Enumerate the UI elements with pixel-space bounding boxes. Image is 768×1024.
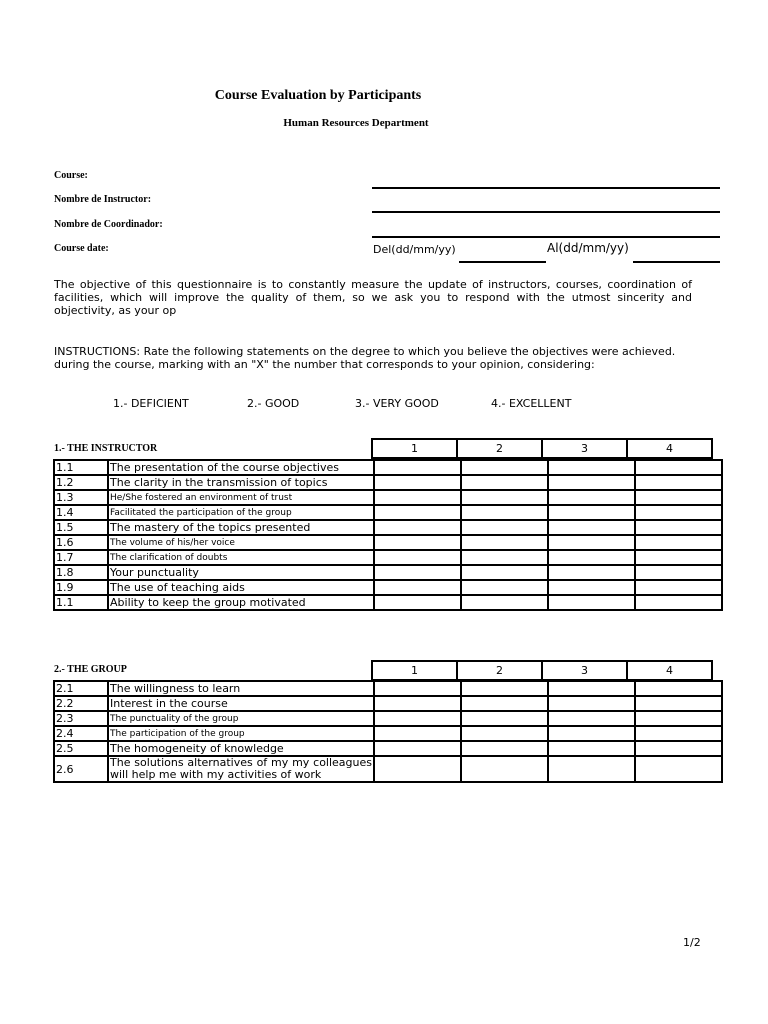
table-row xyxy=(54,756,722,782)
rating-cell-1[interactable] xyxy=(374,595,461,610)
scale-good: 2.- GOOD xyxy=(247,397,300,410)
section-group-table xyxy=(53,680,723,783)
row-statement: Your punctuality xyxy=(108,565,374,580)
rating-cell-1[interactable] xyxy=(374,535,461,550)
rating-cell-1[interactable] xyxy=(374,520,461,535)
row-number: 1.9 xyxy=(54,580,108,595)
column-header-1: 1 xyxy=(372,439,457,458)
rating-cell-3[interactable] xyxy=(548,741,635,756)
table-row xyxy=(54,550,722,565)
row-statement: The solutions alternatives of my my colleagues will help me with my activities of work xyxy=(110,756,372,781)
rating-cell-4[interactable] xyxy=(635,711,722,726)
rating-cell-1[interactable] xyxy=(374,505,461,520)
rating-cell-1[interactable] xyxy=(374,475,461,490)
column-header-3: 3 xyxy=(542,439,627,458)
instructions-paragraph: INSTRUCTIONS: Rate the following statements on the degree to which you believe the objectives were achieved. during the course, marking with an "X" the number that corresponds to your opinion, considering: xyxy=(54,345,676,371)
rating-cell-2[interactable] xyxy=(461,696,548,711)
rating-cell-1[interactable] xyxy=(374,681,461,696)
section-group-title: 2.- THE GROUP xyxy=(54,664,127,675)
rating-cell-2[interactable] xyxy=(461,741,548,756)
row-statement: The mastery of the topics presented xyxy=(108,520,374,535)
rating-cell-2[interactable] xyxy=(461,475,548,490)
rating-cell-4[interactable] xyxy=(635,520,722,535)
rating-cell-3[interactable] xyxy=(548,550,635,565)
rating-cell-1[interactable] xyxy=(374,696,461,711)
row-statement: Interest in the course xyxy=(108,696,374,711)
rating-cell-4[interactable] xyxy=(635,505,722,520)
row-number: 1.6 xyxy=(54,535,108,550)
section-instructor-title: 1.- THE INSTRUCTOR xyxy=(54,443,158,454)
table-row xyxy=(54,505,722,520)
rating-cell-2[interactable] xyxy=(461,520,548,535)
rating-cell-3[interactable] xyxy=(548,696,635,711)
rating-cell-3[interactable] xyxy=(548,681,635,696)
row-statement: The presentation of the course objectives xyxy=(108,460,374,475)
rating-cell-4[interactable] xyxy=(635,535,722,550)
row-statement: The homogeneity of knowledge xyxy=(108,741,374,756)
rating-cell-2[interactable] xyxy=(461,490,548,505)
row-statement: The clarification of doubts xyxy=(108,550,374,565)
row-number: 1.4 xyxy=(54,505,108,520)
table-row xyxy=(54,580,722,595)
course-label: Course: xyxy=(54,170,88,181)
row-number: 1.7 xyxy=(54,550,108,565)
row-number: 2.5 xyxy=(54,741,108,756)
scale-excellent: 4.- EXCELLENT xyxy=(491,397,572,410)
rating-cell-4[interactable] xyxy=(635,696,722,711)
rating-cell-3[interactable] xyxy=(548,490,635,505)
column-header-4: 4 xyxy=(627,439,712,458)
table-row xyxy=(54,475,722,490)
column-header-2: 2 xyxy=(457,439,542,458)
rating-cell-2[interactable] xyxy=(461,595,548,610)
rating-cell-2[interactable] xyxy=(461,756,548,782)
rating-cell-1[interactable] xyxy=(374,565,461,580)
instructor-label: Nombre de Instructor: xyxy=(54,194,152,205)
rating-cell-2[interactable] xyxy=(461,565,548,580)
row-statement: The use of teaching aids xyxy=(108,580,374,595)
objective-paragraph: The objective of this questionnaire is to constantly measure the update of instructors, courses, coordination of facilities, which will improve the quality of them, so we ask you to respond with the utmost sincerity and objectivity, as your op xyxy=(54,278,692,317)
rating-cell-1[interactable] xyxy=(374,580,461,595)
row-statement: The participation of the group xyxy=(108,726,374,741)
date-to-label: Al(dd/mm/yy) xyxy=(547,241,629,255)
rating-cell-3[interactable] xyxy=(548,580,635,595)
scale-very-good: 3.- VERY GOOD xyxy=(355,397,439,410)
column-header-1: 1 xyxy=(372,661,457,680)
rating-cell-1[interactable] xyxy=(374,726,461,741)
row-number: 1.1 xyxy=(54,595,108,610)
rating-cell-3[interactable] xyxy=(548,726,635,741)
rating-cell-3[interactable] xyxy=(548,565,635,580)
section-instructor-table xyxy=(53,459,723,611)
rating-cell-4[interactable] xyxy=(635,460,722,475)
column-header-2: 2 xyxy=(457,661,542,680)
rating-cell-2[interactable] xyxy=(461,460,548,475)
rating-cell-1[interactable] xyxy=(374,490,461,505)
course-field[interactable] xyxy=(372,187,720,189)
row-number: 1.8 xyxy=(54,565,108,580)
page-title: Course Evaluation by Participants xyxy=(214,88,422,103)
rating-cell-4[interactable] xyxy=(635,726,722,741)
rating-cell-3[interactable] xyxy=(548,520,635,535)
rating-cell-3[interactable] xyxy=(548,711,635,726)
table-row xyxy=(54,490,722,505)
rating-cell-3[interactable] xyxy=(548,595,635,610)
row-number: 1.3 xyxy=(54,490,108,505)
scale-deficient: 1.- DEFICIENT xyxy=(113,397,189,410)
row-statement: The punctuality of the group xyxy=(108,711,374,726)
section-instructor-header xyxy=(371,438,713,459)
rating-cell-4[interactable] xyxy=(635,756,722,782)
table-row xyxy=(54,681,722,696)
table-row xyxy=(54,535,722,550)
row-number: 2.1 xyxy=(54,681,108,696)
rating-cell-2[interactable] xyxy=(461,535,548,550)
rating-cell-2[interactable] xyxy=(461,580,548,595)
column-header-3: 3 xyxy=(542,661,627,680)
rating-cell-4[interactable] xyxy=(635,595,722,610)
rating-cell-2[interactable] xyxy=(461,681,548,696)
row-statement: Ability to keep the group motivated xyxy=(108,595,374,610)
row-number: 1.2 xyxy=(54,475,108,490)
column-header-4: 4 xyxy=(627,661,712,680)
date-to-field[interactable] xyxy=(633,261,720,263)
rating-cell-4[interactable] xyxy=(635,565,722,580)
row-number: 1.5 xyxy=(54,520,108,535)
rating-cell-4[interactable] xyxy=(635,580,722,595)
coordinator-label: Nombre de Coordinador: xyxy=(54,219,163,230)
row-number: 1.1 xyxy=(54,460,108,475)
instructor-field[interactable] xyxy=(372,211,720,213)
rating-cell-1[interactable] xyxy=(374,741,461,756)
table-row xyxy=(54,460,722,475)
table-row xyxy=(54,696,722,711)
rating-cell-2[interactable] xyxy=(461,550,548,565)
rating-cell-3[interactable] xyxy=(548,535,635,550)
page-subtitle: Human Resources Department xyxy=(283,117,429,129)
table-row xyxy=(54,726,722,741)
rating-cell-2[interactable] xyxy=(461,505,548,520)
row-number: 2.2 xyxy=(54,696,108,711)
course-date-label: Course date: xyxy=(54,243,109,254)
row-number: 2.4 xyxy=(54,726,108,741)
rating-cell-4[interactable] xyxy=(635,550,722,565)
table-row xyxy=(54,595,722,610)
rating-cell-1[interactable] xyxy=(374,460,461,475)
rating-cell-4[interactable] xyxy=(635,681,722,696)
rating-cell-1[interactable] xyxy=(374,756,461,782)
rating-cell-4[interactable] xyxy=(635,741,722,756)
rating-cell-2[interactable] xyxy=(461,726,548,741)
rating-cell-3[interactable] xyxy=(548,505,635,520)
table-row xyxy=(54,565,722,580)
date-from-field[interactable] xyxy=(459,261,546,263)
section-group-header xyxy=(371,660,713,681)
row-number: 2.3 xyxy=(54,711,108,726)
row-statement: The clarity in the transmission of topics xyxy=(108,475,374,490)
page-number: 1/2 xyxy=(683,936,701,949)
row-statement: He/She fostered an environment of trust xyxy=(108,490,374,505)
rating-cell-3[interactable] xyxy=(548,475,635,490)
row-number: 2.6 xyxy=(54,756,108,782)
table-row xyxy=(54,711,722,726)
date-from-label: Del(dd/mm/yy) xyxy=(373,243,456,256)
table-row xyxy=(54,741,722,756)
rating-cell-1[interactable] xyxy=(374,711,461,726)
rating-cell-1[interactable] xyxy=(374,550,461,565)
rating-cell-3[interactable] xyxy=(548,756,635,782)
coordinator-field[interactable] xyxy=(372,236,720,238)
row-statement: The willingness to learn xyxy=(108,681,374,696)
table-row xyxy=(54,520,722,535)
row-statement: Facilitated the participation of the group xyxy=(108,505,374,520)
rating-cell-4[interactable] xyxy=(635,475,722,490)
rating-cell-3[interactable] xyxy=(548,460,635,475)
rating-cell-2[interactable] xyxy=(461,711,548,726)
row-statement: The volume of his/her voice xyxy=(108,535,374,550)
rating-cell-4[interactable] xyxy=(635,490,722,505)
